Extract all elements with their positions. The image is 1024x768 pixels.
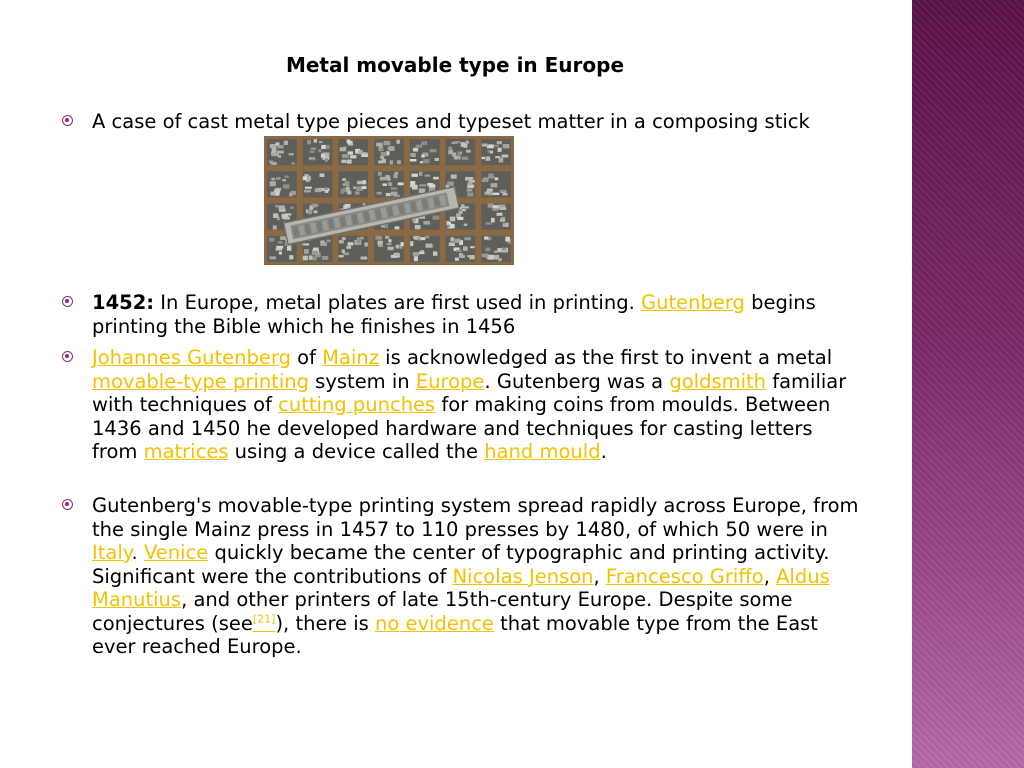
type-sort xyxy=(315,188,322,192)
type-sort xyxy=(425,175,430,177)
type-sort xyxy=(345,204,351,207)
type-sort xyxy=(422,141,427,145)
type-sort xyxy=(430,149,437,152)
type-sort xyxy=(457,152,460,155)
type-sort xyxy=(391,192,398,196)
type-sort xyxy=(381,152,387,156)
text-run: of xyxy=(290,346,323,369)
type-sort xyxy=(345,181,350,185)
type-sort xyxy=(269,238,274,242)
type-sort xyxy=(491,183,498,187)
type-sort xyxy=(413,252,419,256)
link-europe[interactable]: Europe xyxy=(415,369,485,393)
link-francesco-griffo[interactable]: Francesco Griffo xyxy=(605,564,764,588)
type-sort xyxy=(388,182,392,186)
type-sort xyxy=(435,158,439,161)
type-sort xyxy=(385,175,389,180)
type-sort xyxy=(463,143,467,147)
type-sort xyxy=(324,187,328,189)
type-sort xyxy=(341,160,346,163)
type-sort xyxy=(322,256,328,260)
type-sort xyxy=(388,239,391,242)
type-sort xyxy=(303,256,308,261)
type-sort xyxy=(350,155,357,158)
type-sort xyxy=(457,157,461,159)
type-sort xyxy=(467,189,473,192)
type-sort xyxy=(314,139,317,142)
type-sort xyxy=(491,218,495,223)
type-sort xyxy=(348,143,353,145)
type-sort xyxy=(279,206,285,211)
type-sort xyxy=(391,187,398,189)
type-sort xyxy=(277,151,284,154)
text-run: . xyxy=(131,541,144,564)
type-sort xyxy=(455,239,461,243)
type-sort xyxy=(358,150,363,154)
type-sort xyxy=(289,153,294,155)
bullet-icon xyxy=(62,296,73,307)
type-sort xyxy=(433,251,437,255)
type-sort xyxy=(291,162,295,164)
type-sort xyxy=(390,160,394,164)
text-run: In Europe, metal plates are first used in printing. xyxy=(154,291,641,314)
type-sort xyxy=(498,205,501,209)
type-sort xyxy=(503,144,510,148)
type-sort xyxy=(321,154,325,158)
type-sort xyxy=(456,250,461,252)
type-sort xyxy=(388,247,394,250)
type-sort xyxy=(282,179,286,181)
type-sort xyxy=(271,178,275,180)
type-sort xyxy=(275,205,278,208)
bullet-item xyxy=(62,346,862,464)
type-sort xyxy=(283,184,289,188)
type-sort xyxy=(495,177,499,180)
link-goldsmith[interactable]: goldsmith xyxy=(669,369,767,393)
link-gutenberg[interactable]: Gutenberg xyxy=(640,291,745,314)
type-sort xyxy=(463,246,468,250)
type-sort xyxy=(272,148,277,153)
type-sort xyxy=(495,156,500,158)
type-sort xyxy=(326,240,330,243)
type-sort xyxy=(383,183,387,186)
type-sort xyxy=(500,190,506,192)
type-sort xyxy=(426,244,433,248)
link-venice[interactable]: Venice xyxy=(143,541,209,564)
type-sort xyxy=(389,146,395,151)
type-sort xyxy=(494,145,499,147)
text-run: is acknowledged as the first to invent a metal xyxy=(378,346,833,369)
type-sort xyxy=(319,141,323,143)
type-sort xyxy=(313,248,319,251)
text-run: ), there is xyxy=(275,611,376,635)
type-sort xyxy=(420,161,423,163)
bullet-text xyxy=(92,291,862,338)
type-sort xyxy=(311,148,316,150)
bullet-icon xyxy=(62,351,73,362)
link-movable-type-printing[interactable]: movable-type printing xyxy=(92,369,309,393)
type-sort xyxy=(457,217,463,220)
text-run: . Gutenberg was a xyxy=(484,369,670,393)
type-sort xyxy=(310,158,314,161)
type-sort xyxy=(326,145,330,149)
link-matrices[interactable]: matrices xyxy=(143,440,229,463)
type-sort xyxy=(377,192,382,195)
type-sort xyxy=(289,255,293,259)
type-sort xyxy=(470,246,474,248)
type-sort xyxy=(492,208,498,211)
type-sort xyxy=(340,147,347,151)
type-sort xyxy=(459,255,465,258)
type-sort xyxy=(423,221,430,225)
text-run: familiar with techniques of xyxy=(92,369,847,416)
type-sort xyxy=(304,249,309,254)
type-sort xyxy=(414,256,418,261)
link-nicolas-jenson[interactable]: Nicolas Jenson xyxy=(452,564,594,588)
type-sort xyxy=(410,241,413,246)
type-sort xyxy=(387,243,392,245)
type-sort xyxy=(357,237,361,240)
type-sort xyxy=(380,177,386,181)
bullet-text: A case of cast metal type pieces and typeset matter in a composing stick xyxy=(92,110,810,133)
type-sort xyxy=(284,141,288,145)
type-sort xyxy=(503,193,508,195)
type-sort xyxy=(450,237,454,241)
link-cutting-punches[interactable]: cutting punches xyxy=(278,393,436,416)
type-sort xyxy=(378,160,382,163)
type-sort xyxy=(433,216,440,220)
type-sort xyxy=(346,187,350,192)
link-hand-mould[interactable]: hand mould xyxy=(484,440,601,463)
bullet-text xyxy=(92,494,862,659)
type-sort xyxy=(450,224,455,228)
type-sort xyxy=(448,150,453,155)
text-run: using a device called the xyxy=(228,440,485,463)
type-sort xyxy=(486,156,491,160)
type-sort xyxy=(466,150,471,153)
type-sort xyxy=(425,236,429,239)
type-sort xyxy=(454,141,461,143)
type-sort xyxy=(318,149,321,152)
type-sort xyxy=(305,187,312,189)
type-sort xyxy=(303,176,307,180)
text-run: that movable type from the East ever reached Europe. xyxy=(92,611,818,658)
type-sort xyxy=(320,242,327,246)
bullet-icon xyxy=(62,499,73,510)
type-sort xyxy=(365,242,368,246)
type-sort xyxy=(396,245,399,249)
type-sort xyxy=(347,191,351,195)
type-sort xyxy=(467,255,474,257)
type-sort xyxy=(309,255,313,259)
type-sort xyxy=(273,225,277,229)
type-sort xyxy=(396,140,400,144)
type-sort xyxy=(376,143,383,147)
type-case-photo xyxy=(264,136,514,265)
link-no-evidence[interactable]: no evidence xyxy=(375,611,494,635)
bullet-item xyxy=(62,110,862,134)
type-sort xyxy=(411,153,415,157)
type-sort xyxy=(410,185,416,187)
type-sort xyxy=(276,248,282,250)
link-johannes-gutenberg[interactable]: Johannes Gutenberg xyxy=(92,346,291,369)
type-sort xyxy=(421,155,424,158)
type-compartment xyxy=(481,139,511,165)
text-run: , xyxy=(763,564,777,588)
type-sort xyxy=(419,172,423,176)
type-sort xyxy=(401,242,404,246)
text-run: for making coins from moulds. Between 1436 and 1450 he developed hardware and techniques for casting letters from xyxy=(92,393,831,463)
type-sort xyxy=(482,144,489,146)
type-sort xyxy=(499,158,504,163)
type-sort xyxy=(386,193,391,196)
type-sort xyxy=(285,213,291,215)
type-sort xyxy=(467,182,472,186)
text-run: , and other printers of late 15th-century Europe. Despite some conjectures (see xyxy=(92,588,793,635)
type-sort xyxy=(273,213,278,218)
type-sort xyxy=(398,182,404,185)
type-sort xyxy=(416,145,423,148)
type-sort xyxy=(312,204,318,207)
type-sort xyxy=(485,191,490,193)
type-sort xyxy=(347,246,352,249)
type-sort xyxy=(449,147,453,150)
type-sort xyxy=(347,159,352,163)
type-sort xyxy=(385,236,389,239)
type-sort xyxy=(494,251,497,253)
type-sort xyxy=(348,242,354,245)
citation-link[interactable] xyxy=(253,612,276,635)
type-sort xyxy=(339,255,344,257)
type-sort xyxy=(447,181,454,185)
type-sort xyxy=(314,210,318,213)
type-sort xyxy=(287,246,291,250)
type-sort xyxy=(278,241,283,243)
type-sort xyxy=(304,190,311,193)
type-sort xyxy=(482,157,485,159)
year-label: 1452: xyxy=(92,291,155,314)
type-sort xyxy=(357,181,363,185)
type-sort xyxy=(395,253,398,256)
type-sort xyxy=(418,236,421,240)
type-sort xyxy=(380,156,384,159)
type-sort xyxy=(342,178,346,180)
text-run: Gutenberg's movable-type printing system spread rapidly across Europe, from the single Mainz press in 1457 to 110 presses by 1480, of which 50 were in xyxy=(92,494,859,541)
type-sort xyxy=(451,174,457,178)
link-mainz[interactable]: Mainz xyxy=(322,346,379,369)
decorative-side-band xyxy=(912,0,1024,768)
type-sort xyxy=(276,246,283,249)
type-sort xyxy=(271,192,276,196)
type-sort xyxy=(419,184,426,186)
type-sort xyxy=(490,151,493,153)
type-sort xyxy=(497,141,502,144)
type-sort xyxy=(356,186,362,190)
type-sort xyxy=(393,173,397,178)
type-sort xyxy=(502,248,505,251)
type-sort xyxy=(464,237,470,240)
type-sort xyxy=(397,160,401,164)
type-sort xyxy=(308,210,312,215)
slide-title: Metal movable type in Europe xyxy=(285,53,625,77)
type-sort xyxy=(342,154,349,158)
type-sort xyxy=(488,174,493,179)
type-sort xyxy=(384,141,391,145)
type-sort xyxy=(284,175,288,177)
type-sort xyxy=(410,159,416,162)
type-sort xyxy=(378,172,382,176)
type-sort xyxy=(363,180,366,184)
type-sort xyxy=(502,155,509,158)
type-sort xyxy=(382,159,386,163)
type-sort xyxy=(501,217,505,219)
type-sort xyxy=(361,257,367,259)
type-sort xyxy=(467,192,473,196)
type-sort xyxy=(269,160,273,163)
type-sort xyxy=(415,225,421,229)
type-sort xyxy=(463,206,469,208)
type-sort xyxy=(411,174,418,177)
text-run: begins printing the Bible which he finishes in 1456 xyxy=(92,291,816,338)
type-sort xyxy=(355,191,359,194)
text-run: , xyxy=(593,564,606,588)
type-sort xyxy=(310,151,315,153)
type-sort xyxy=(270,181,276,186)
type-sort xyxy=(413,148,418,152)
type-sort xyxy=(496,213,502,216)
type-sort xyxy=(339,240,344,243)
link-italy[interactable]: Italy xyxy=(92,541,132,564)
type-sort xyxy=(325,191,329,193)
type-sort xyxy=(270,144,276,148)
type-sort xyxy=(493,255,499,260)
type-sort xyxy=(505,223,508,227)
type-sort xyxy=(378,241,382,245)
bullet-icon xyxy=(62,115,73,126)
type-sort xyxy=(498,258,502,261)
type-sort xyxy=(433,177,439,180)
type-sort xyxy=(307,140,311,144)
type-sort xyxy=(486,248,491,252)
type-sort xyxy=(462,209,466,211)
type-sort xyxy=(321,145,326,149)
type-sort xyxy=(419,252,424,255)
citation-sup: [21] xyxy=(252,612,276,625)
type-sort xyxy=(450,217,455,222)
text-run: system in xyxy=(308,369,416,393)
type-sort xyxy=(429,184,435,187)
type-sort xyxy=(270,256,276,259)
type-sort xyxy=(482,179,488,182)
type-sort xyxy=(462,157,468,160)
type-sort xyxy=(498,148,502,152)
link-aldus-manutius[interactable]: Aldus Manutius xyxy=(92,564,830,611)
type-sort xyxy=(505,237,510,242)
type-sort xyxy=(465,141,468,144)
type-sort xyxy=(320,241,324,243)
type-sort xyxy=(278,155,281,157)
bullet-item xyxy=(62,494,862,659)
type-sort xyxy=(360,237,363,240)
type-sort xyxy=(449,242,455,246)
type-sort xyxy=(290,207,294,209)
type-sort xyxy=(395,226,400,229)
type-sort xyxy=(375,236,382,240)
type-sort xyxy=(303,243,309,245)
type-sort xyxy=(464,224,467,226)
type-sort xyxy=(320,173,325,177)
type-sort xyxy=(492,193,499,195)
type-sort xyxy=(276,177,281,179)
type-sort xyxy=(342,250,345,254)
type-sort xyxy=(470,177,473,179)
type-sort xyxy=(380,148,383,151)
type-sort xyxy=(455,258,459,261)
bullet-text xyxy=(92,346,862,464)
type-sort xyxy=(484,236,488,239)
bullet-item xyxy=(62,291,862,338)
type-sort xyxy=(497,248,501,252)
type-sort xyxy=(486,222,492,224)
type-sort xyxy=(279,252,282,255)
text-run: quickly became the center of typographic and printing activity. Significant were the contributions of xyxy=(92,541,830,588)
type-sort xyxy=(482,254,489,258)
type-sort xyxy=(325,158,328,162)
text-run: . xyxy=(600,440,607,463)
type-sort xyxy=(342,237,346,240)
type-sort xyxy=(347,139,351,143)
type-sort xyxy=(277,145,283,148)
type-sort xyxy=(312,251,318,255)
type-sort xyxy=(363,152,368,154)
type-sort xyxy=(289,193,292,197)
type-sort xyxy=(423,159,429,163)
